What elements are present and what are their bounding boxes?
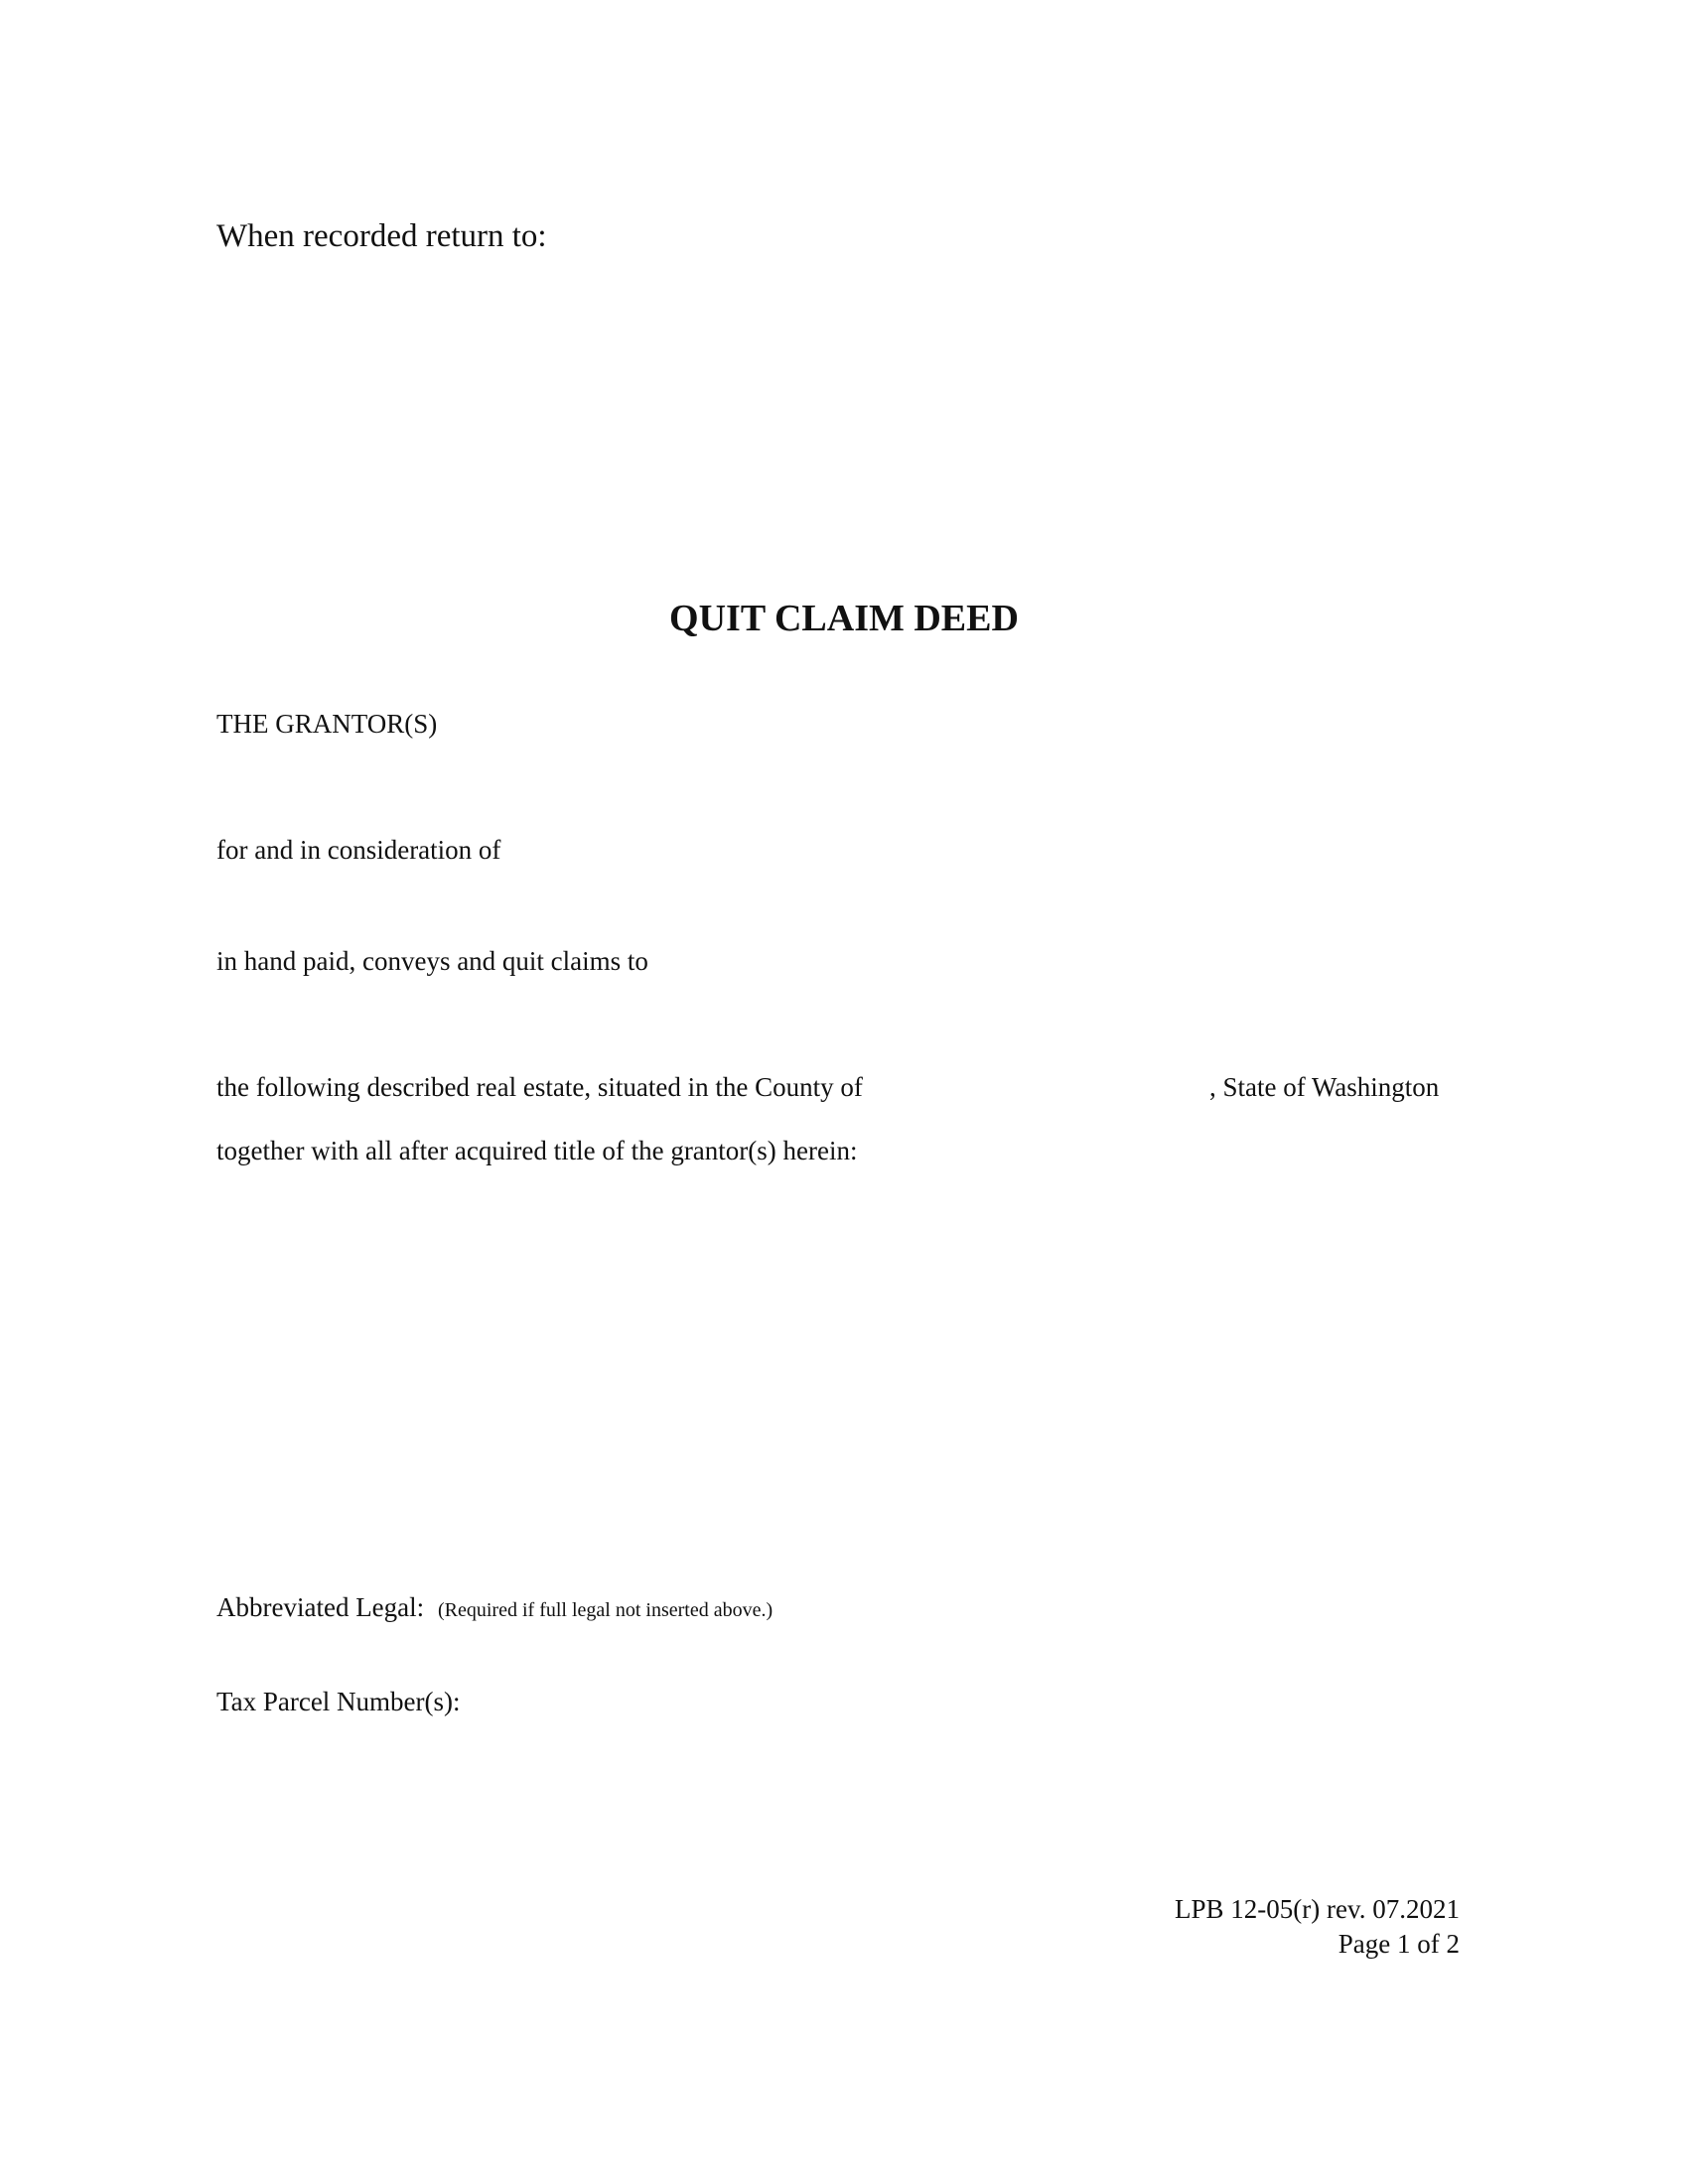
state-label: , State of Washington (1209, 1072, 1440, 1102)
abbreviated-legal-note: (Required if full legal not inserted above.) (438, 1599, 774, 1621)
abbreviated-legal-label: Abbreviated Legal: (216, 1592, 425, 1622)
consideration-label: for and in consideration of (216, 835, 501, 865)
form-number: LPB 12-05(r) rev. 07.2021 (1175, 1894, 1460, 1924)
page-number: Page 1 of 2 (1337, 1929, 1460, 1959)
after-acquired-title-text: together with all after acquired title of the grantor(s) herein: (216, 1136, 858, 1165)
conveys-label: in hand paid, conveys and quit claims to (216, 946, 648, 976)
county-label: the following described real estate, situated in the County of (216, 1072, 863, 1102)
return-to-label: When recorded return to: (216, 218, 547, 254)
document-title: QUIT CLAIM DEED (669, 598, 1019, 639)
grantor-label: THE GRANTOR(S) (216, 709, 438, 739)
tax-parcel-label: Tax Parcel Number(s): (216, 1687, 461, 1716)
